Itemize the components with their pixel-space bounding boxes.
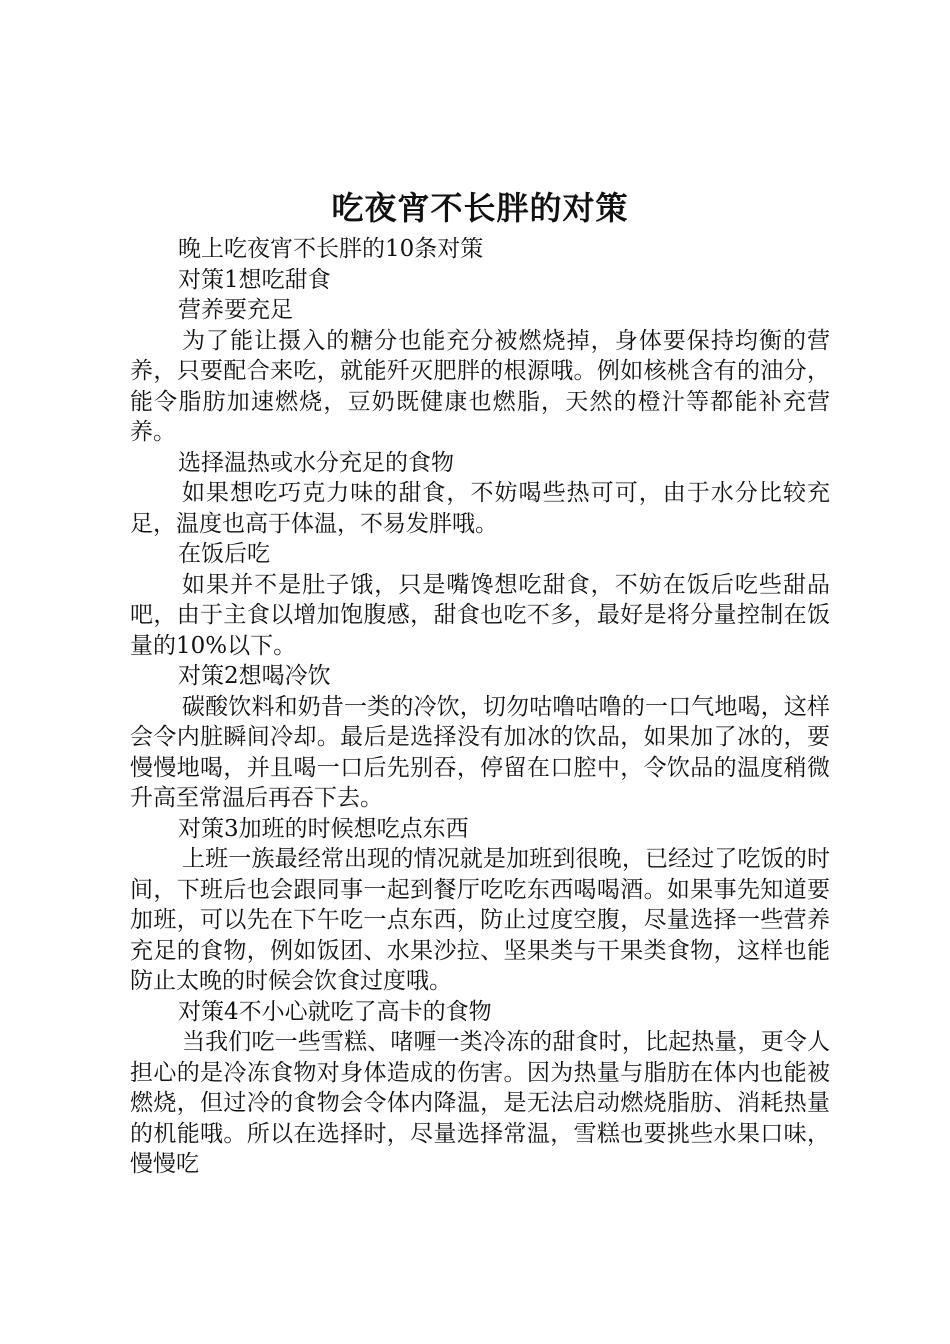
section-heading: 对策4不小心就吃了高卡的食物 — [178, 998, 492, 1025]
document-page — [130, 186, 830, 1180]
section-heading: 晚上吃夜宵不长胖的10条对策 — [178, 236, 484, 262]
body-paragraph: 如果并不是肚子饿，只是嘴馋想吃甜食，不妨在饭后吃些甜品吧，由于主食以增加饱腹感，甜食也吃不多，最好是将分量控制在饭量的10%以下。 — [130, 571, 830, 659]
document-title: 吃夜宵不长胖的对策 — [331, 189, 629, 227]
section-heading: 对策3加班的时候想吃点东西 — [178, 815, 469, 842]
body-paragraph: 碳酸饮料和奶昔一类的冷饮，切勿咕噜咕噜的一口气地喝，这样会令内脏瞬间冷却。最后是选择没有加冰的饮品，如果加了冰的，要慢慢地喝，并且喝一口后先别吞，停留在口腔中，令饮品的温度稍微升高至常温后再吞下去。 — [130, 693, 830, 811]
section-heading: 选择温热或水分充足的食物 — [178, 449, 454, 476]
section-heading: 对策2想喝冷饮 — [178, 663, 331, 689]
section-heading: 对策1想吃甜食 — [178, 266, 331, 293]
section-heading: 营养要充足 — [178, 297, 293, 323]
section-heading: 在饭后吃 — [178, 541, 270, 567]
body-paragraph: 当我们吃一些雪糕、啫喱一类冷冻的甜食时，比起热量，更令人担心的是冷冻食物对身体造成的伤害。因为热量与脂肪在体内也能被燃烧，但过冷的食物会令体内降温，是无法启动燃烧脂肪、消耗热量的机能哦。所以在选择时，尽量选择常温，雪糕也要挑些水果口味，慢慢吃 — [130, 1029, 830, 1177]
body-paragraph: 上班一族最经常出现的情况就是加班到很晚，已经过了吃饭的时间，下班后也会跟同事一起到餐厅吃吃东西喝喝酒。如果事先知道要加班，可以先在下午吃一点东西，防止过度空腹，尽量选择一些营养充足的食物，例如饭团、水果沙拉、坚果类与干果类食物，这样也能防止太晚的时候会饮食过度哦。 — [130, 846, 830, 994]
body-paragraph: 为了能让摄入的糖分也能充分被燃烧掉，身体要保持均衡的营养，只要配合来吃，就能歼灭肥胖的根源哦。例如核桃含有的油分，能令脂肪加速燃烧，豆奶既健康也燃脂，天然的橙汁等都能补充营养。 — [130, 327, 830, 445]
body-paragraph: 如果想吃巧克力味的甜食，不妨喝些热可可，由于水分比较充足，温度也高于体温，不易发胖哦。 — [130, 480, 830, 537]
